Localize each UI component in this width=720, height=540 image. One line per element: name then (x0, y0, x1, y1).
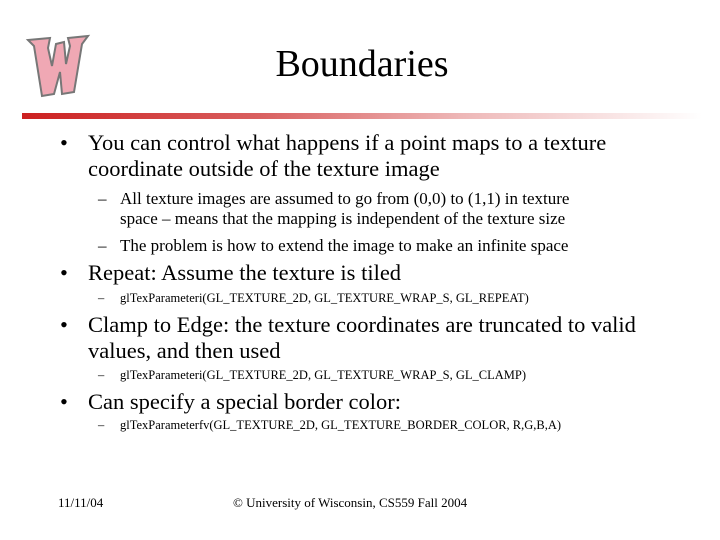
dash-icon: – (98, 418, 105, 432)
footer-credit: © University of Wisconsin, CS559 Fall 2004 (233, 495, 468, 510)
dash-icon: – (98, 189, 107, 208)
dash-icon: – (98, 368, 105, 382)
title-divider (22, 113, 702, 119)
sub-bullet-text: space – means that the mapping is independent of the texture size (120, 209, 566, 228)
bullet-text: You can control what happens if a point maps to a texture (88, 130, 607, 155)
dash-icon: – (98, 236, 107, 255)
code-text: glTexParameterfv(GL_TEXTURE_2D, GL_TEXTURE_BORDER_COLOR, R,G,B,A) (120, 418, 562, 432)
bullet-text: Can specify a special border color: (88, 389, 402, 414)
bullet-text: Clamp to Edge: the texture coordinates are truncated to valid (88, 312, 636, 337)
bullet-icon: • (60, 130, 68, 155)
bullet-icon: • (60, 389, 68, 414)
bullet-text: Repeat: Assume the texture is tiled (88, 260, 402, 285)
code-text: glTexParameteri(GL_TEXTURE_2D, GL_TEXTURE_WRAP_S, GL_REPEAT) (120, 291, 529, 305)
sub-bullet-text: The problem is how to extend the image to make an infinite space (120, 236, 569, 255)
code-text: glTexParameteri(GL_TEXTURE_2D, GL_TEXTURE_WRAP_S, GL_CLAMP) (120, 368, 527, 382)
bullet-text: values, and then used (88, 338, 281, 363)
bullet-icon: • (60, 312, 68, 337)
bullet-icon: • (60, 260, 68, 285)
footer-date: 11/11/04 (58, 495, 104, 510)
dash-icon: – (98, 291, 105, 305)
bullet-text: coordinate outside of the texture image (88, 156, 440, 181)
slide-title: Boundaries (275, 43, 449, 85)
sub-bullet-text: All texture images are assumed to go from (0,0) to (1,1) in texture (120, 189, 570, 208)
